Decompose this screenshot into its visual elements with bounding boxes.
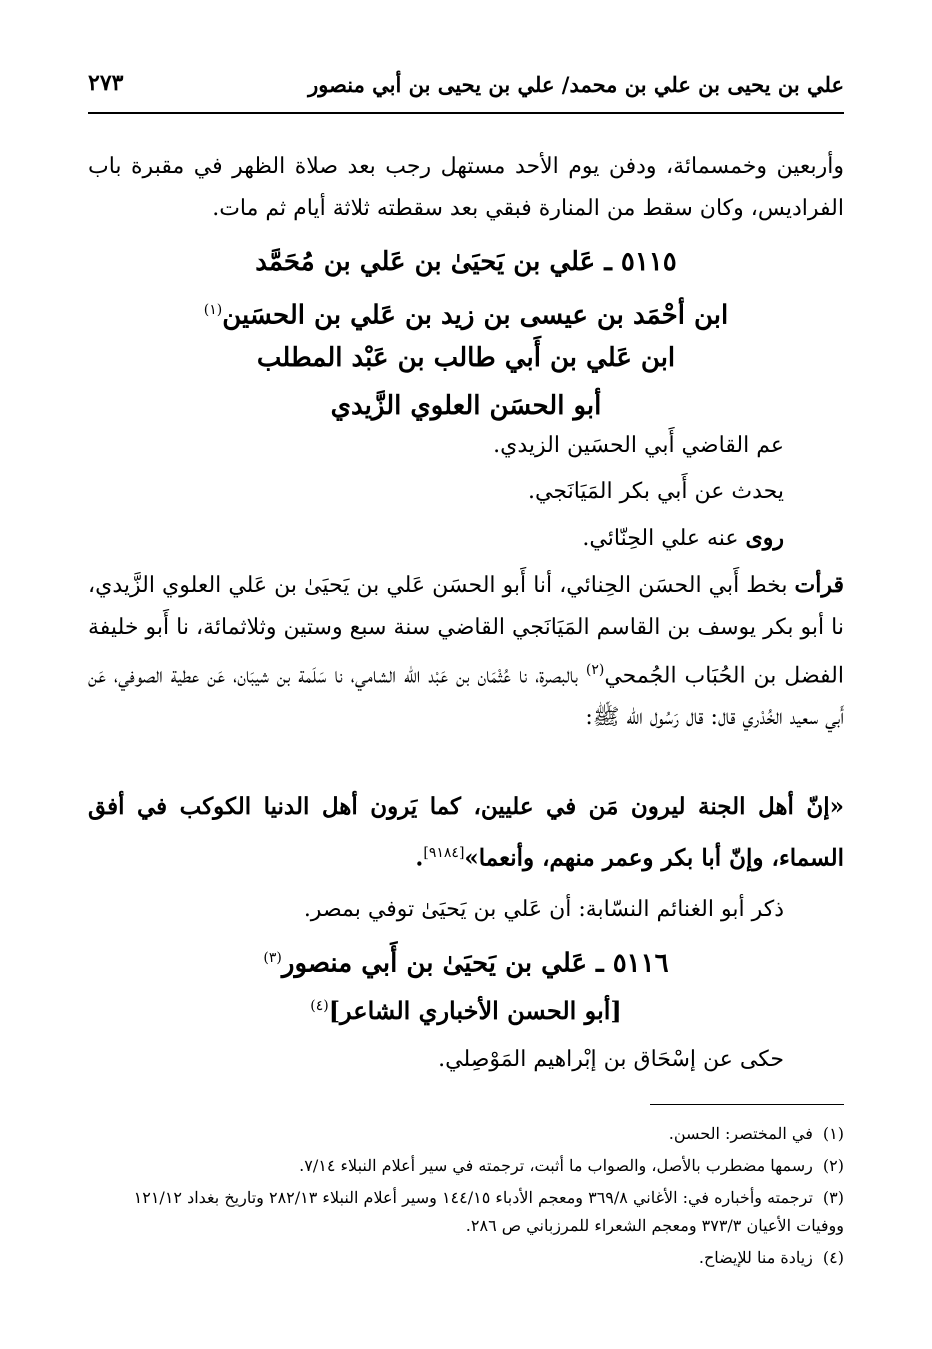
footnote-number: (٤) — [822, 1248, 844, 1267]
hadith-body: «إنّ أهل الجنة ليرون مَن في عليين، كما يَرون أهل الدنيا الكوكب في أفق السماء، وإنّ أبا بكر وعمر منهم، وأنعما» — [88, 793, 844, 872]
bio-line-3-keyword: روى — [745, 525, 784, 551]
chain-paragraph — [88, 564, 844, 739]
hadith-text: «إنّ أهل الجنة ليرون مَن في عليين، كما يَرون أهل الدنيا الكوكب في أفق السماء، وإنّ أبا بكر وعمر منهم، وأنعما»[٩١٨٤]. — [88, 793, 844, 872]
entry-5115-line1: ٥١١٥ ـ عَلي بن يَحيَىٰ بن عَلي بن مُحَمَّد — [255, 247, 677, 277]
chain-keyword: قرأت — [794, 572, 844, 598]
hadith-reference: [٩١٨٤] — [423, 845, 465, 861]
entry-5115-line4: أبو الحسَن العلوي الزَّيدي — [330, 391, 602, 421]
footnote-1 — [88, 1120, 844, 1148]
footnote-3 — [88, 1184, 844, 1240]
entry-5116-line2-text: [أبو الحسن الأخباري الشاعر] — [328, 996, 622, 1025]
running-header: علي بن يحيى بن علي بن محمد/ علي بن يحيى بن أبي منصور — [308, 72, 844, 97]
footnote-number: (١) — [822, 1124, 844, 1143]
entry-5115-line2-text: ابن أحْمَد بن عيسى بن زيد بن عَلي بن الحسَين — [222, 300, 729, 331]
footnote-ref-4: (٤) — [310, 998, 329, 1014]
mention-line: ذكر أبو الغنائم النسّابة: أن عَلي بن يَحيَىٰ توفي بمصر. — [303, 897, 784, 922]
entry-5116-line1 — [88, 934, 844, 988]
bio-line-1: عم القاضي أَبي الحسَين الزيدي. — [493, 433, 784, 458]
entry-5115-line3: ابن عَلي بن أَبي طالب بن عَبْد المطلب — [256, 343, 676, 373]
footnote-4 — [88, 1244, 844, 1272]
footnote-ref-2: (٢) — [585, 662, 605, 678]
bio-line-2: يحدث عن أَبي بكر المَيَانَجي. — [528, 479, 784, 504]
footnote-divider — [650, 1104, 844, 1105]
chain-text: بخط أَبي الحسَن الحِنائي، أنا أَبو الحسَن عَلي بن يَحيَىٰ بن عَلي العلوي الزَّيدي، نا أبو بكر يوسف بن القاسم المَيَانَجي القاضي سنة سبع وستين وثلاثمائة، نا أَبو خليفة الفضل بن الحُبَاب الجُمحي — [88, 573, 844, 689]
intro-paragraph: وأربعين وخمسمائة، ودفن يوم الأحد مستهل رجب بعد صلاة الظهر في مقبرة باب الفراديس، وكان سقط من المنارة فبقي بعد سقطته ثلاثة أيام ثم مات. — [88, 154, 844, 221]
footnote-text: زيادة منا للإيضاح. — [698, 1248, 813, 1267]
entry-5115-line2 — [88, 286, 844, 340]
bio-line-3-text: عنه علي الحِنّائي. — [582, 526, 739, 551]
bio-line-3 — [88, 518, 784, 559]
footnote-ref-3: (٣) — [263, 950, 282, 966]
header-divider — [88, 112, 844, 114]
footnote-number: (٣) — [822, 1188, 844, 1207]
footnote-text: في المختصر: الحسن. — [668, 1124, 813, 1143]
footnote-number: (٢) — [822, 1156, 844, 1175]
footnote-text: رسمها مضطرب بالأصل، والصواب ما أثبت، ترجمته في سير أعلام النبلاء ٧/١٤. — [299, 1156, 813, 1175]
page-number: ٢٧٣ — [88, 70, 124, 96]
footnote-2 — [88, 1152, 844, 1180]
chain-text-2: بالبصرة، نا عُثْمَان بن عَبْد اللّه الشامي، نا سَلَمة بن شيبَان، عَن عطية الصوفي، عَن أَبي سعيد الخُدْري قال: قال رَسُول الله ﷺ: — [88, 663, 844, 731]
footnote-ref-1: (١) — [203, 302, 223, 318]
closing-line: حكى عن إسْحَاق بن إبْراهيم المَوْصِلي. — [438, 1047, 784, 1072]
footnote-text: ترجمته وأخباره في: الأغاني ٣٦٩/٨ ومعجم الأدباء ١٤٤/١٥ وسير أعلام النبلاء ٢٨٢/١٣ وتاريخ بغداد ١٢١/١٢ ووفيات الأعيان ٣٧٣/٣ ومعجم الشعراء للمرزباني ص ٢٨٦. — [133, 1188, 844, 1235]
entry-5116-line2 — [88, 982, 844, 1035]
entry-5116-line1-text: ٥١١٦ ـ عَلي بن يَحيَىٰ بن أَبي منصور — [281, 948, 669, 979]
